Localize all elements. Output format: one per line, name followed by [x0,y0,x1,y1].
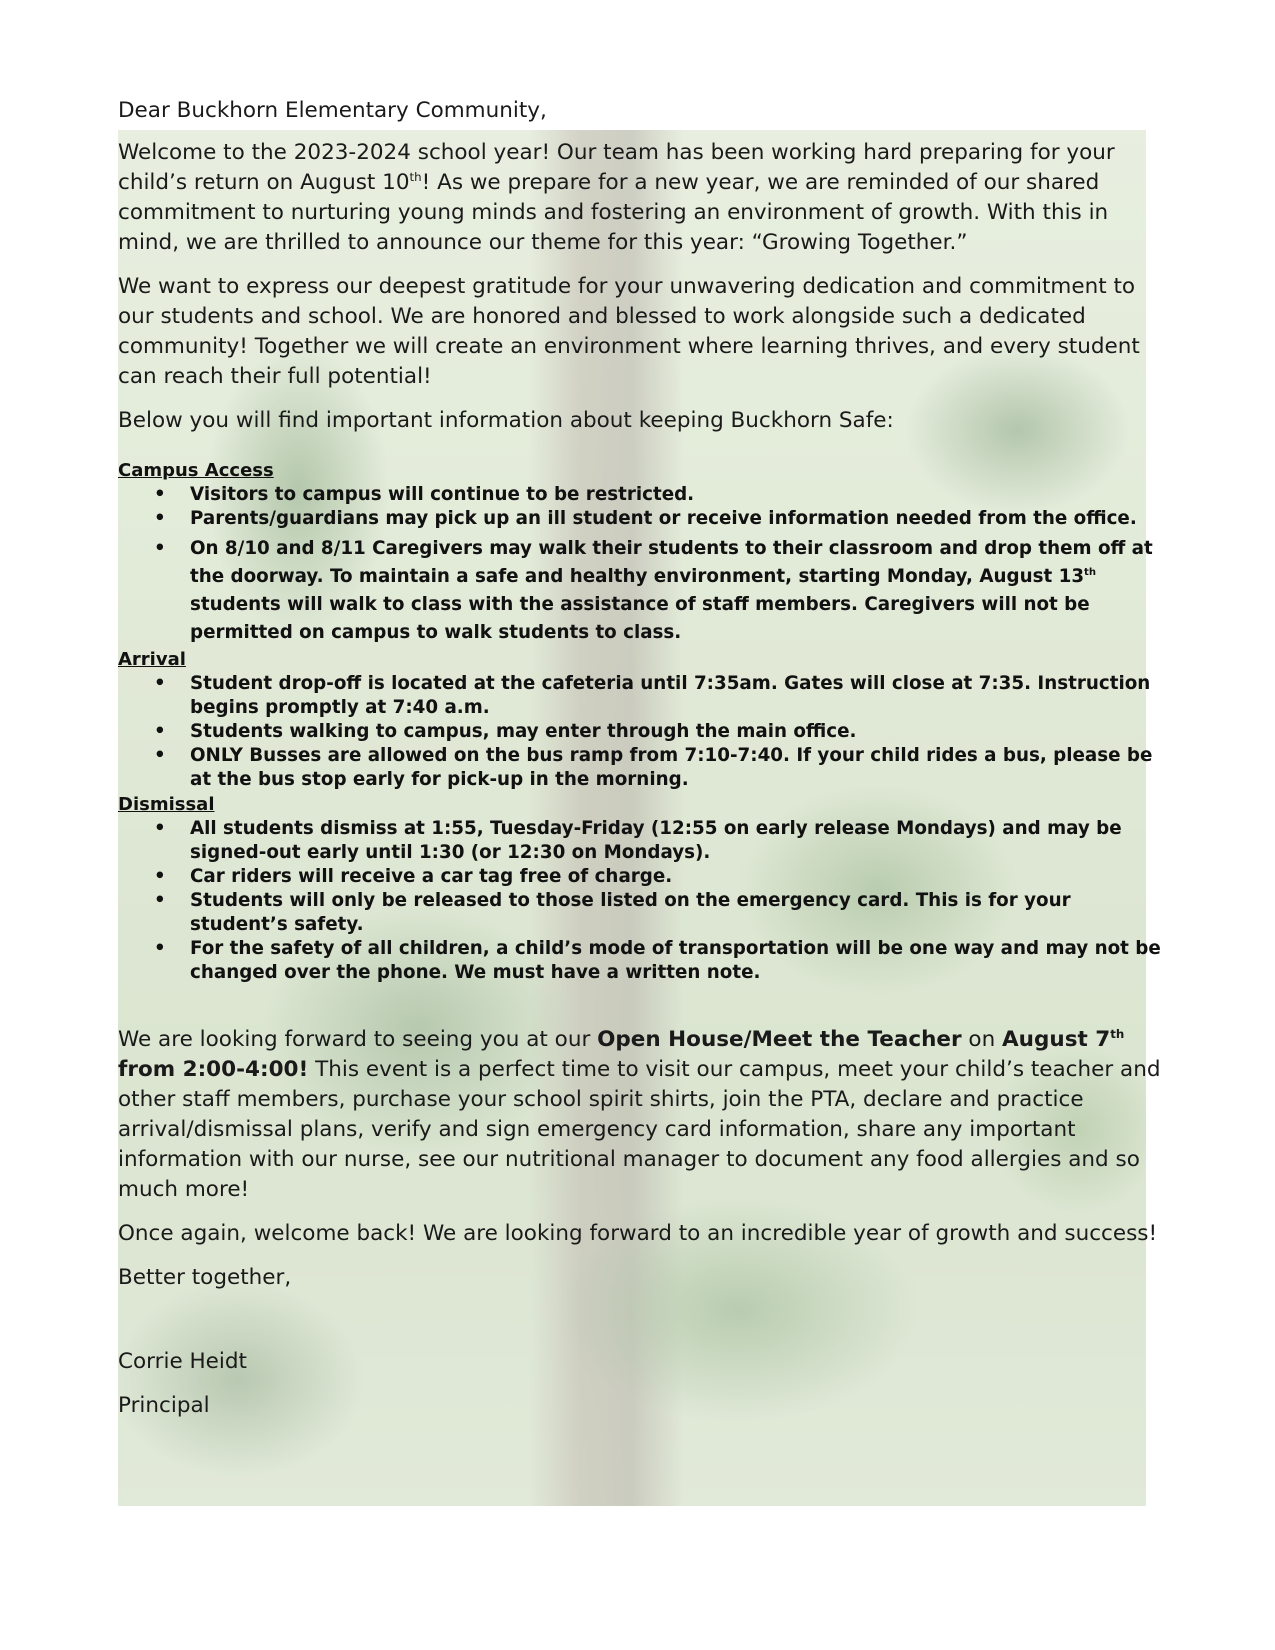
closing-paragraph: Once again, welcome back! We are looking forward to an incredible year of growth and success! [118,1221,1158,1246]
welcome-text-2: ! As we prepare for a new year, we are reminded of our shared commitment to nurturing young minds and fostering an environment of growth. With this in mind, we are thrilled to announce our theme for this year: “Growing Together.” [118,170,1109,255]
valediction: Better together, [118,1265,292,1290]
spacer [118,985,1168,1025]
campus-access-heading: Campus Access [118,460,274,481]
signature-gap [118,1307,1168,1347]
list-item: • Students will only be released to those listed on the emergency card. This is for your student’s safety. [190,889,1168,937]
open-house-text-2: on [961,1027,1003,1052]
list-item: • Visitors to campus will continue to be restricted. [190,483,1168,507]
open-house-paragraph [118,1025,1168,1205]
signer-title: Principal [118,1393,210,1418]
open-house-superscript: th [1110,1026,1125,1041]
list-item-superscript: th [1084,566,1097,578]
list-item-text-2: students will walk to class with the assistance of staff members. Caregivers will not be permitted on campus to walk students to class. [190,594,1090,643]
list-item: • Parents/guardians may pick up an ill student or receive information needed from the office. [190,507,1168,531]
arrival-heading: Arrival [118,649,186,670]
list-item: • ONLY Busses are allowed on the bus ramp from 7:10-7:40. If your child rides a bus, please be at the bus stop early for pick-up in the morning. [190,744,1168,792]
campus-access-list [118,483,1168,647]
arrival-list [118,672,1168,792]
gratitude-paragraph: We want to express our deepest gratitude for your unwavering dedication and commitment to our students and school. We are honored and blessed to work alongside such a dedicated community! Together we will create an environment where learning thrives, and every student can reach their full potential! [118,274,1140,389]
dismissal-heading: Dismissal [118,794,215,815]
list-item-text-1: On 8/10 and 8/11 Caregivers may walk their students to their classroom and drop them off at the doorway. To maintain a safe and healthy environment, starting Monday, August 13 [190,538,1153,587]
list-item: • Students walking to campus, may enter through the main office. [190,720,1168,744]
info-intro: Below you will find important information about keeping Buckhorn Safe: [118,408,894,433]
list-item [190,535,1168,647]
open-house-text-3: This event is a perfect time to visit our campus, meet your child’s teacher and other staff members, purchase your school spirit shirts, join the PTA, declare and practice arrival/dismissal plans, verify and sign emergency card information, share any important information with our nurse, see our nutritional manager to document any food allergies and so much more! [118,1057,1161,1202]
list-item: • Car riders will receive a car tag free of charge. [190,865,1168,889]
dismissal-list [118,817,1168,985]
salutation: Dear Buckhorn Elementary Community, [118,98,547,123]
list-item: • For the safety of all children, a child’s mode of transportation will be one way and may not be changed over the phone. We must have a written note. [190,937,1168,985]
open-house-event-name: Open House/Meet the Teacher [597,1027,962,1052]
open-house-date: August 7 [1002,1027,1111,1052]
list-item: • All students dismiss at 1:55, Tuesday-Friday (12:55 on early release Mondays) and may be signed-out early until 1:30 (or 12:30 on Mondays). [190,817,1168,865]
signer-name: Corrie Heidt [118,1349,247,1374]
list-item: • Student drop-off is located at the cafeteria until 7:35am. Gates will close at 7:35. Instruction begins promptly at 7:40 a.m. [190,672,1168,720]
open-house-time: from 2:00-4:00! [118,1057,309,1082]
letter-body [118,96,1168,1435]
welcome-paragraph [118,138,1168,258]
open-house-text-1: We are looking forward to seeing you at our [118,1027,598,1052]
welcome-superscript: th [409,169,422,184]
welcome-text-1: Welcome to the 2023-2024 school year! Our team has been working hard preparing for your child’s return on August 10 [118,140,1115,195]
